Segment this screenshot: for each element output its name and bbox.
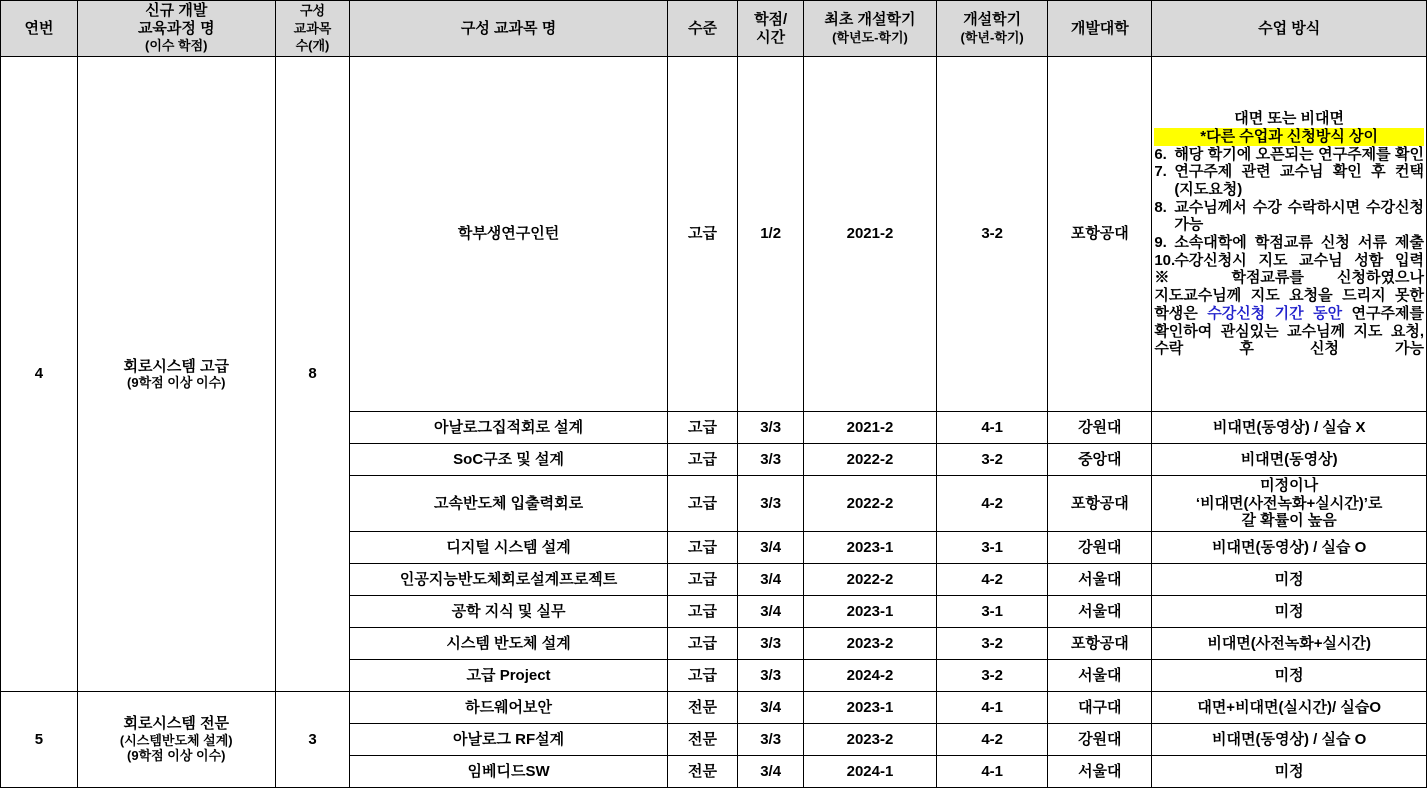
course-first-term: 2022-2	[803, 564, 936, 596]
course-first-term: 2023-1	[803, 532, 936, 564]
course-credit: 3/3	[738, 412, 804, 444]
course-dev-univ: 강원대	[1048, 412, 1152, 444]
course-first-term: 2023-2	[803, 628, 936, 660]
course-name: 고속반도체 입출력회로	[350, 476, 667, 532]
course-dev-univ: 대구대	[1048, 692, 1152, 724]
method-note: ※ 학점교류를 신청하였으나 지도교수님께 지도 요청을 드리지 못한 학생은 수강신청 기간 동안 연구주제를 확인하여 관심있는 교수님께 지도 요청, 수락 후 신청 가능	[1154, 269, 1425, 358]
method-title: 대면 또는 비대면	[1234, 110, 1345, 128]
course-level: 고급	[667, 532, 738, 564]
table-row	[1, 57, 1427, 412]
method-step: 8. 교수님께서 수강 수락하시면 수강신청 가능	[1154, 198, 1424, 234]
course-method: 미정이나 ‘비대면(사전녹화+실시간)’로 갈 확률이 높음	[1152, 476, 1427, 532]
course-open-term: 3-1	[937, 596, 1048, 628]
course-level: 고급	[667, 412, 738, 444]
course-open-term: 4-2	[937, 724, 1048, 756]
method-step: 6. 해당 학기에 오픈되는 연구주제를 확인	[1154, 145, 1424, 163]
course-open-term: 4-1	[937, 756, 1048, 788]
course-first-term: 2023-1	[803, 596, 936, 628]
course-first-term: 2024-2	[803, 660, 936, 692]
course-first-term: 2021-2	[803, 57, 936, 412]
program-name: 회로시스템 고급 (9학점 이상 이수)	[77, 57, 275, 692]
course-credit: 3/4	[738, 564, 804, 596]
course-dev-univ: 중앙대	[1048, 444, 1152, 476]
course-open-term: 3-2	[937, 57, 1048, 412]
course-method: 미정	[1152, 660, 1427, 692]
header-program: 신규 개발 교육과정 명 (이수 학점)	[77, 1, 275, 57]
course-credit: 3/4	[738, 532, 804, 564]
course-name: 시스템 반도체 설계	[350, 628, 667, 660]
course-name: 인공지능반도체회로설계프로젝트	[350, 564, 667, 596]
course-method: 비대면(동영상) / 실습 O	[1152, 532, 1427, 564]
course-level: 전문	[667, 756, 738, 788]
course-dev-univ: 서울대	[1048, 564, 1152, 596]
method-highlight: *다른 수업과 신청방식 상이	[1154, 128, 1424, 146]
course-open-term: 4-1	[937, 692, 1048, 724]
course-name: 하드웨어보안	[350, 692, 667, 724]
course-open-term: 3-2	[937, 444, 1048, 476]
course-dev-univ: 포항공대	[1048, 628, 1152, 660]
header-level: 수준	[667, 1, 738, 57]
course-open-term: 4-1	[937, 412, 1048, 444]
course-count: 8	[275, 57, 350, 692]
header-credit: 학점/ 시간	[738, 1, 804, 57]
course-method: 미정	[1152, 564, 1427, 596]
program-name: 회로시스템 전문 (시스템반도체 설계) (9학점 이상 이수)	[77, 692, 275, 788]
course-credit: 3/4	[738, 596, 804, 628]
course-dev-univ: 강원대	[1048, 532, 1152, 564]
course-level: 전문	[667, 724, 738, 756]
course-dev-univ: 포항공대	[1048, 57, 1152, 412]
row-no: 4	[1, 57, 78, 692]
course-open-term: 4-2	[937, 564, 1048, 596]
course-count: 3	[275, 692, 350, 788]
course-open-term: 3-2	[937, 660, 1048, 692]
course-open-term: 3-1	[937, 532, 1048, 564]
header-first-term: 최초 개설학기 (학년도-학기)	[803, 1, 936, 57]
course-name: SoC구조 및 설계	[350, 444, 667, 476]
course-method-detailed	[1152, 57, 1427, 412]
course-name: 디지털 시스템 설계	[350, 532, 667, 564]
course-name: 아날로그 RF설계	[350, 724, 667, 756]
course-level: 고급	[667, 444, 738, 476]
course-method: 비대면(동영상) / 실습 O	[1152, 724, 1427, 756]
method-step: 9. 소속대학에 학점교류 신청 서류 제출	[1154, 234, 1424, 252]
course-credit: 3/4	[738, 692, 804, 724]
course-name: 학부생연구인턴	[350, 57, 667, 412]
header-class-method: 수업 방식	[1152, 1, 1427, 57]
course-credit: 3/3	[738, 476, 804, 532]
table-header-row	[1, 1, 1427, 57]
course-first-term: 2021-2	[803, 412, 936, 444]
course-level: 고급	[667, 596, 738, 628]
course-first-term: 2022-2	[803, 476, 936, 532]
method-steps	[1154, 146, 1424, 270]
course-method: 대면+비대면(실시간)/ 실습O	[1152, 692, 1427, 724]
header-open-term: 개설학기 (학년-학기)	[937, 1, 1048, 57]
row-no: 5	[1, 692, 78, 788]
course-name: 임베디드SW	[350, 756, 667, 788]
course-method: 미정	[1152, 596, 1427, 628]
course-open-term: 4-2	[937, 476, 1048, 532]
course-first-term: 2023-2	[803, 724, 936, 756]
table-row	[1, 692, 1427, 724]
course-method: 비대면(사전녹화+실시간)	[1152, 628, 1427, 660]
method-step: 10. 수강신청시 지도 교수님 성함 입력	[1154, 251, 1424, 269]
header-dev-univ: 개발대학	[1048, 1, 1152, 57]
course-dev-univ: 서울대	[1048, 756, 1152, 788]
course-dev-univ: 포항공대	[1048, 476, 1152, 532]
course-method: 비대면(동영상) / 실습 X	[1152, 412, 1427, 444]
course-name: 고급 Project	[350, 660, 667, 692]
course-credit: 3/3	[738, 628, 804, 660]
course-dev-univ: 강원대	[1048, 724, 1152, 756]
course-level: 고급	[667, 660, 738, 692]
course-name: 공학 지식 및 실무	[350, 596, 667, 628]
course-name: 아날로그집적회로 설계	[350, 412, 667, 444]
course-dev-univ: 서울대	[1048, 596, 1152, 628]
header-no: 연번	[1, 1, 78, 57]
course-credit: 3/3	[738, 660, 804, 692]
course-first-term: 2023-1	[803, 692, 936, 724]
course-level: 고급	[667, 628, 738, 660]
course-credit: 3/4	[738, 756, 804, 788]
course-level: 고급	[667, 476, 738, 532]
course-method: 비대면(동영상)	[1152, 444, 1427, 476]
course-first-term: 2022-2	[803, 444, 936, 476]
method-step: 7. 연구주제 관련 교수님 확인 후 컨택(지도요청)	[1154, 163, 1424, 198]
course-dev-univ: 서울대	[1048, 660, 1152, 692]
header-course-name: 구성 교과목 명	[350, 1, 667, 57]
header-count: 구성 교과목 수(개)	[275, 1, 350, 57]
course-first-term: 2024-1	[803, 756, 936, 788]
course-level: 고급	[667, 564, 738, 596]
course-open-term: 3-2	[937, 628, 1048, 660]
course-credit: 1/2	[738, 57, 804, 412]
course-level: 고급	[667, 57, 738, 412]
course-level: 전문	[667, 692, 738, 724]
course-credit: 3/3	[738, 724, 804, 756]
course-method: 미정	[1152, 756, 1427, 788]
course-credit: 3/3	[738, 444, 804, 476]
